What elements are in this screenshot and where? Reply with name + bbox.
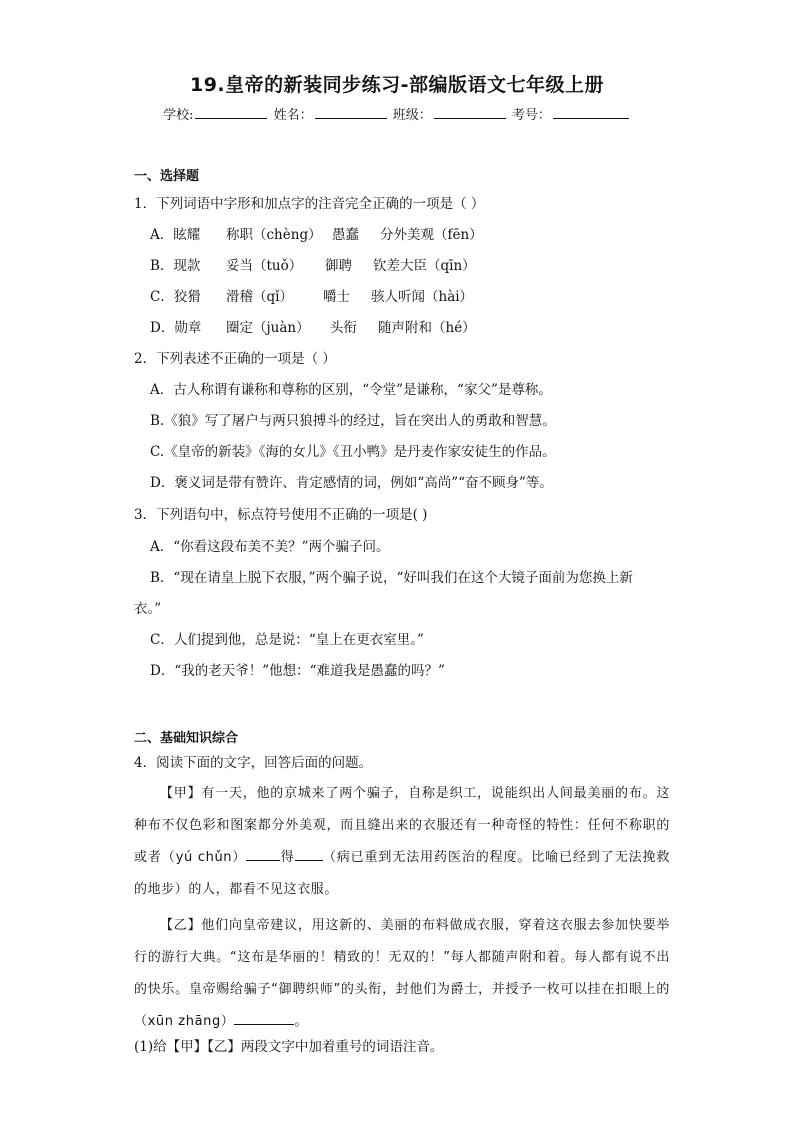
- question-1-stem: 1．下列词语中字形和加点字的注音完全正确的一项是（ ）: [134, 196, 485, 212]
- answer-blank-2[interactable]: [295, 847, 323, 861]
- passage-yi: 【乙】他们向皇帝建议，用这新的、美丽的布料做成衣服，穿着这衣服去参加快要举行的游行大典。“这布是华丽的！精致的！无双的！”每人都随声附和着。每人都有说不出的快乐。皇帝赐给骗子“御聘织师”的头衔，封他们为爵士，并授予一枚可以挂在扣眼上的（xūn zhāng） 。: [134, 918, 670, 1029]
- reading-passage: [134, 778, 670, 1038]
- question-1-option-b: B．现款 妥当（tuǒ） 御聘 钦差大臣（qīn）: [150, 258, 476, 274]
- name-label: 姓名：: [273, 108, 313, 123]
- question-3-stem: 3．下列语句中，标点符号使用不正确的一项是( ): [134, 507, 428, 523]
- question-1-option-c: C．狡猾 滑稽（qǐ） 嚼士 骇人听闻（hài）: [150, 289, 474, 305]
- section-heading-choice: 一、选择题: [134, 169, 200, 184]
- question-3-option-b: B．“现在请皇上脱下衣服，”两个骗子说，“好叫我们在这个大镜子面前为您换上新: [150, 570, 633, 586]
- question-3-option-c: C．人们提到他，总是说：“皇上在更衣室里。”: [150, 632, 424, 648]
- answer-blank-1[interactable]: [246, 847, 280, 861]
- exam-number-blank[interactable]: [553, 106, 629, 119]
- school-blank[interactable]: [195, 106, 267, 119]
- question-2-option-b: B.《狼》写了屠户与两只狼搏斗的经过，旨在突出人的勇敢和智慧。: [150, 413, 556, 429]
- school-label: 学校:: [163, 108, 194, 123]
- student-info-line: [0, 104, 794, 123]
- question-4-stem: 4．阅读下面的文字，回答后面的问题。: [134, 755, 373, 771]
- question-4-subquestion-1: (1)给【甲】【乙】两段文字中加着重号的词语注音。: [134, 1039, 444, 1055]
- name-blank[interactable]: [315, 106, 387, 119]
- passage-jia: 【甲】有一天，他的京城来了两个骗子，自称是织工，说能织出人间最美丽的布。这种布不仅色彩和图案都分外美观，而且缝出来的衣服还有一种奇怪的特性：任何不称职的或者（yú chǔn） 得 （病已重到无法用药医治的程度。比喻已经到了无法挽救的地步）的人，都看不见这衣服。: [134, 786, 670, 897]
- class-blank[interactable]: [434, 106, 506, 119]
- question-2-stem: 2．下列表述不正确的一项是（ ）: [134, 351, 336, 367]
- question-2-option-a: A．古人称谓有谦称和尊称的区别，“令堂”是谦称，“家父”是尊称。: [150, 382, 552, 398]
- question-2-option-c: C.《皇帝的新装》《海的女儿》《丑小鸭》是丹麦作家安徒生的作品。: [150, 444, 556, 460]
- class-label: 班级：: [392, 108, 432, 123]
- question-3-option-d: D．“我的老天爷！”他想：“难道我是愚蠢的吗？”: [150, 663, 445, 679]
- section-heading-basics: 二、基础知识综合: [134, 731, 239, 746]
- page-title: 19.皇帝的新装同步练习-部编版语文七年级上册: [189, 74, 605, 96]
- answer-blank-3[interactable]: [234, 1011, 294, 1025]
- question-1-option-a: A．眩耀 称职（chèng） 愚蠢 分外美观（fēn）: [150, 227, 483, 243]
- question-3-option-b-continued: 衣。”: [134, 601, 162, 617]
- exam-number-label: 考号：: [511, 108, 551, 123]
- question-2-option-d: D．褒义词是带有赞许、肯定感情的词，例如“高尚”“奋不顾身”等。: [150, 475, 553, 491]
- question-1-option-d: D．勋章 圈定（juàn） 头衔 随声附和（hé）: [150, 320, 476, 336]
- question-3-option-a: A．“你看这段布美不美？”两个骗子问。: [150, 539, 390, 555]
